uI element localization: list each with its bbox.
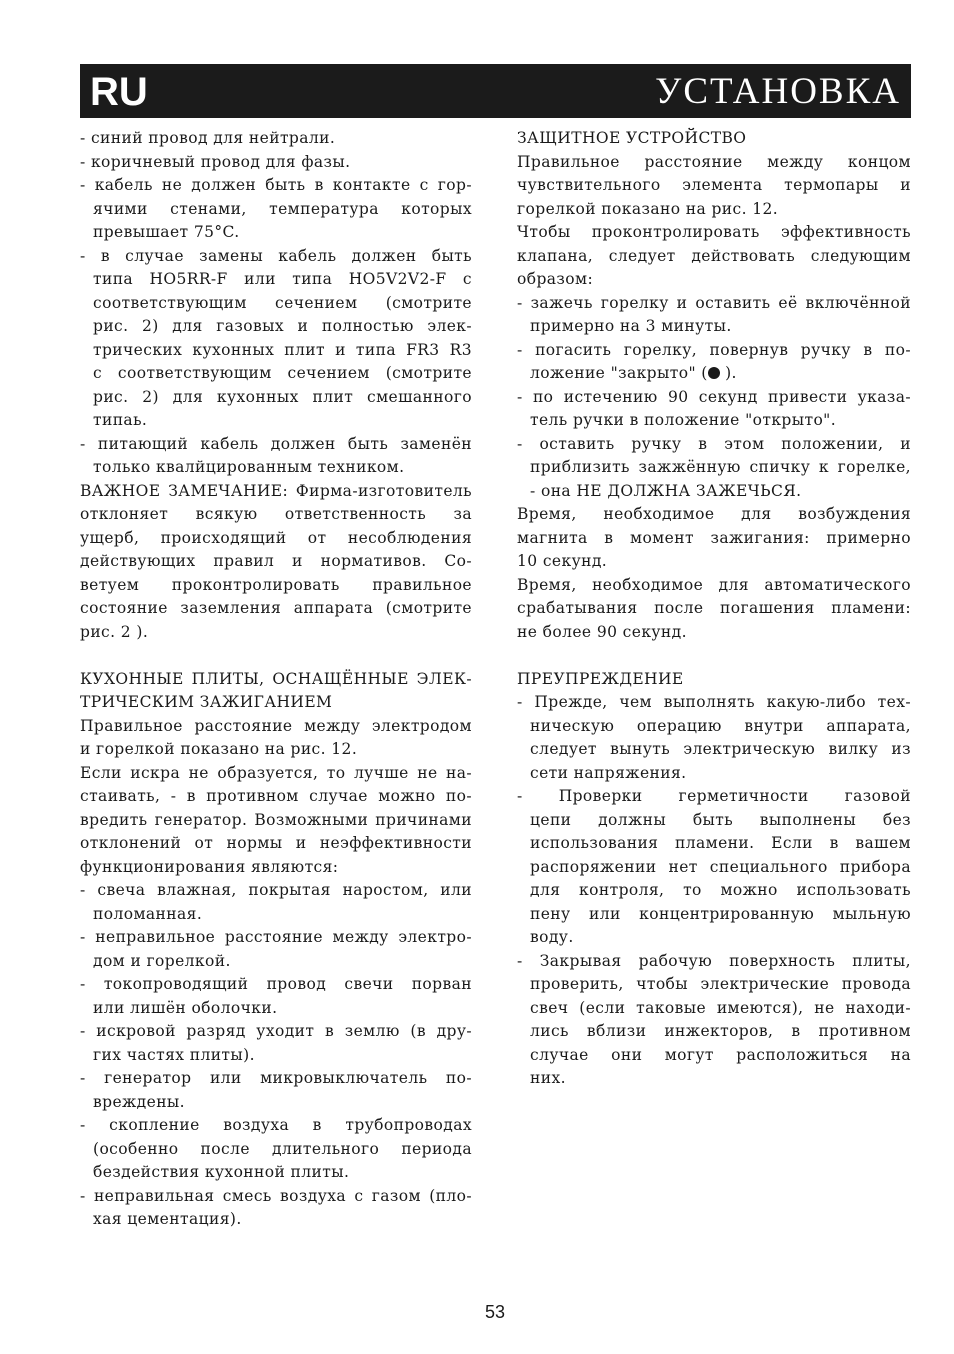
text-line: - погасить горелку, повернув ручку в по- (517, 340, 911, 359)
text-line: действующих правил и нормативов. Со- (80, 552, 472, 570)
text-line: рис. 2 ). (80, 622, 149, 641)
text-line: - коричневый провод для фазы. (80, 152, 351, 171)
text-line: проверить, чтобы электрические провода (530, 975, 911, 993)
text-line: пену или концентрированную мыльную (530, 904, 911, 923)
text-line: - скопление воздуха в трубопроводах (80, 1116, 472, 1134)
text-line: ущерб, происходящий от несоблюдения (80, 528, 472, 547)
text-line: бездействия кухонной плиты. (93, 1163, 350, 1181)
text-line: - в случае замены кабель должен быть (80, 246, 472, 265)
text-line: - по истечению 90 секунд привести указа- (517, 387, 911, 406)
text-line: КУХОННЫЕ ПЛИТЫ, ОСНАЩЁННЫЕ ЭЛЕК- (80, 669, 472, 688)
text-line: них. (530, 1069, 566, 1087)
text-line: ТРИЧЕСКИМ ЗАЖИГАНИЕМ (80, 693, 333, 711)
text-line: поломанная. (93, 904, 203, 923)
text-line: распоряжении нет специального прибора (530, 857, 911, 876)
text-line: ЗАЩИТНОЕ УСТРОЙСТВО (517, 129, 747, 147)
text-line: только квалйцированным техником. (93, 458, 405, 476)
text-line: воду. (530, 928, 574, 946)
text-line: (особенно после длительного периода (93, 1139, 472, 1158)
text-line: 10 секунд. (517, 552, 608, 570)
text-line: - оставить ручку в этом положении, и (517, 434, 911, 453)
text-line: - питающий кабель должен быть заменён (80, 434, 472, 453)
text-line: ложение "закрыто" ( ). (530, 364, 737, 382)
text-line: типа HO5RR-F или типа HO5V2V2-F с (93, 270, 472, 288)
text-line: соответствующим сечением (смотрите (93, 293, 472, 312)
page-number: 53 (484, 1302, 506, 1322)
text-line: стаивать, - в противном случае можно по- (80, 787, 472, 805)
text-line: дом и горелкой. (93, 951, 231, 970)
text-line: - генератор или микровыключатель по- (80, 1069, 472, 1087)
text-line: - неправильная смесь воздуха с газом (пло- (80, 1186, 472, 1205)
text-line: рис. 2) для газовых и полностью элек- (93, 317, 472, 335)
text-line: срабатывания после погашения пламени: (517, 599, 911, 617)
text-line: с соответствующим сечением (смотрите (93, 364, 472, 382)
text-line: - свеча влажная, покрытая наростом, или (80, 881, 472, 899)
text-line: хая цементация). (93, 1210, 242, 1228)
text-line: функционирования являются: (80, 857, 339, 876)
text-line: - Прежде, чем выполнять какую-либо тех- (517, 693, 911, 711)
text-line: вредить генератор. Возможными причинами (80, 810, 472, 829)
text-line: ническую операцию внутри аппарата, (530, 716, 911, 735)
text-line: ячими стенами, температура которых (93, 199, 472, 218)
text-line: Если искра не образуется, то лучше не на- (80, 763, 472, 782)
text-line: случае они могут расположиться на (530, 1045, 911, 1064)
text-line: типаь. (93, 411, 148, 429)
text-line: цепи должны быть выполнены без (530, 810, 911, 829)
text-line: примерно на 3 минуты. (530, 317, 732, 335)
text-line: приблизить зажжённую спичку к горелке, (530, 458, 911, 476)
text-line: - токопроводящий провод свечи порван (80, 975, 472, 993)
text-line: лись вблизи инжекторов, в противном (530, 1022, 911, 1040)
text-line: гих частях плиты). (93, 1045, 255, 1064)
text-line: - синий провод для нейтрали. (80, 129, 336, 147)
language-code: RU (90, 70, 148, 114)
text-line: тель ручки в положение "открыто". (530, 411, 837, 429)
text-line: отклонений от нормы и неэффективности (80, 834, 472, 852)
text-line: Правильное расстояние между концом (517, 152, 911, 171)
text-line: использования пламени. Если в вашем (530, 834, 911, 852)
text-line: образом: (517, 270, 594, 288)
text-line: рис. 2) для кухонных плит смешанного (93, 387, 472, 406)
text-line: - Закрывая рабочую поверхность плиты, (517, 951, 911, 970)
text-line: - кабель не должен быть в контакте с гор- (80, 176, 472, 194)
text-line: - Проверки герметичности газовой (517, 787, 911, 805)
text-line: вреждены. (93, 1092, 185, 1111)
left-column (80, 127, 472, 1232)
text-line: ПРЕУПРЕЖДЕНИЕ (517, 669, 684, 688)
text-line: Время, необходимое для автоматического (517, 575, 911, 594)
text-line: или лишён оболочки. (93, 998, 278, 1017)
text-line: - искровой разряд уходит в землю (в дру- (80, 1022, 472, 1040)
text-line: Чтобы проконтролировать эффективность (517, 223, 911, 241)
text-line: для контроля, то можно использовать (530, 881, 911, 899)
text-line: ветуем проконтролировать правильное (80, 575, 472, 594)
text-line: свеч (если таковые имеются), не находи- (530, 998, 911, 1017)
text-line: сети напряжения. (530, 763, 687, 782)
text-line: ВАЖНОЕ ЗАМЕЧАНИЕ: Фирма-изготовитель (80, 481, 472, 500)
text-line (517, 644, 911, 668)
text-line: - неправильное расстояние между электро- (80, 928, 472, 946)
text-line: трических кухонных плит и типа FR3 R3 (93, 340, 472, 359)
page-header (80, 64, 911, 118)
text-line: - зажечь горелку и оставить её включённой (517, 293, 911, 312)
text-line: следует вынуть электрическую вилку из (530, 740, 911, 758)
right-column (517, 127, 911, 1091)
text-line: Правильное расстояние между электродом (80, 716, 472, 735)
closed-position-icon (708, 367, 720, 379)
text-line: клапана, следует действовать следующим (517, 246, 911, 265)
text-line: отклоняет всякую ответственность за (80, 505, 472, 523)
text-line: Время, необходимое для возбуждения (517, 505, 911, 523)
text-line: магнита в момент зажигания: примерно (517, 528, 911, 547)
text-line: горелкой показано на рис. 12. (517, 199, 779, 218)
text-line: состояние заземления аппарата (смотрите (80, 599, 472, 617)
text-line: превышает 75°C. (93, 223, 240, 241)
text-line: и горелкой показано на рис. 12. (80, 740, 358, 758)
section-title: УСТАНОВКА (655, 71, 901, 112)
text-line: - она НЕ ДОЛЖНА ЗАЖЕЧЬСЯ. (530, 481, 802, 500)
text-line: не более 90 секунд. (517, 622, 687, 641)
text-line (80, 644, 472, 668)
text-line: чувствительного элемента термопары и (517, 176, 911, 194)
